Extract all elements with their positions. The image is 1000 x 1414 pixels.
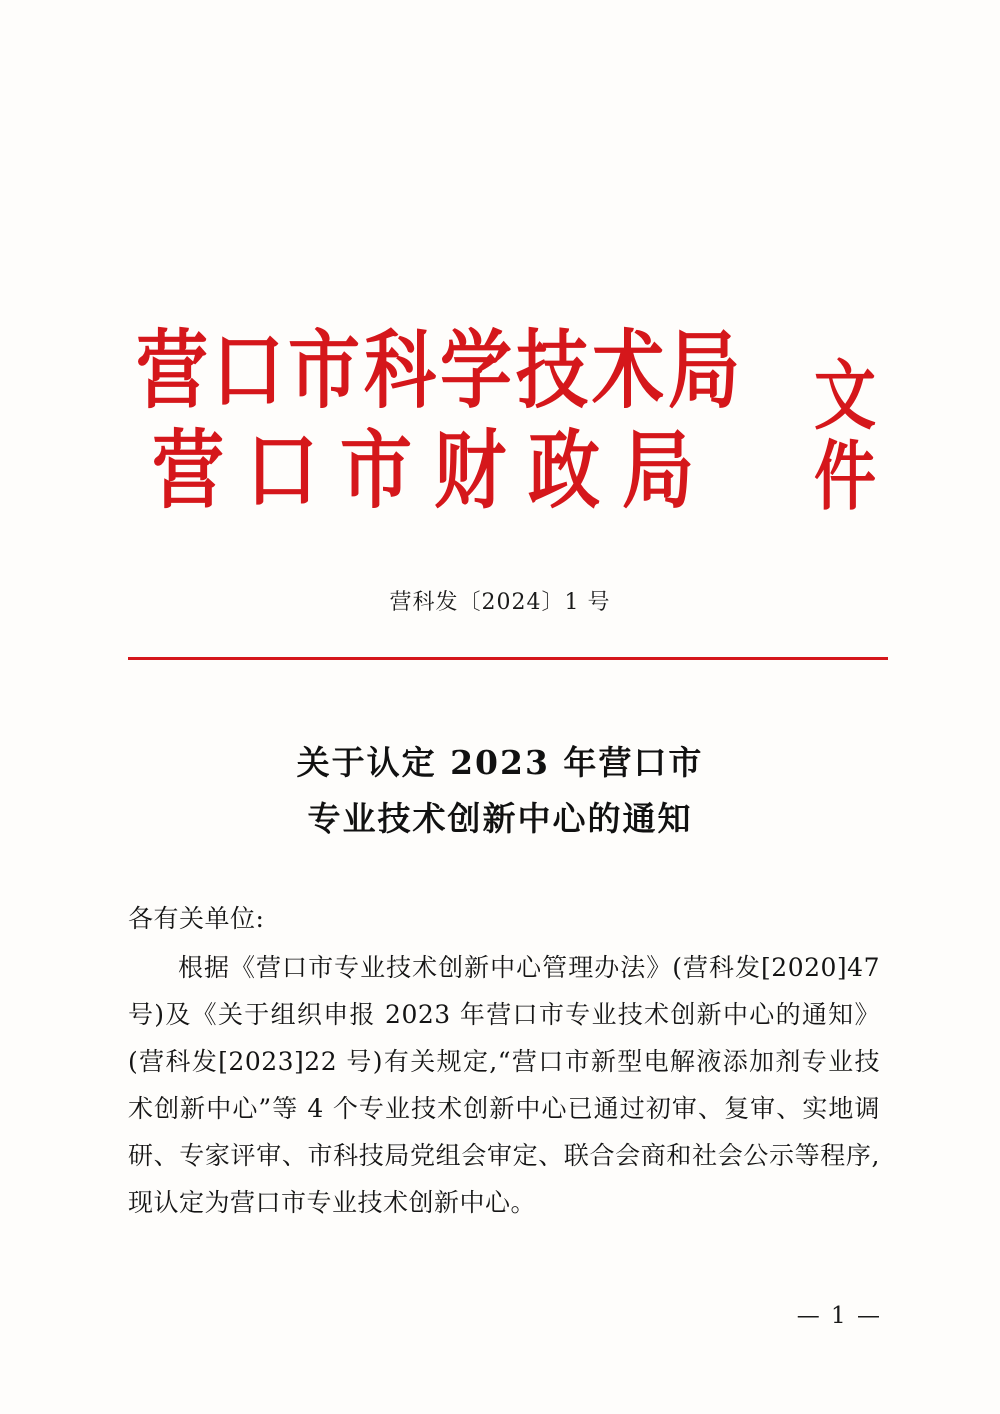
letterhead-line-2: 营口市财政局 xyxy=(151,420,716,521)
body-paragraph-1: 根据《营口市专业技术创新中心管理办法》(营科发[2020]47 号)及《关于组织申报 2023 年营口市专业技术创新中心的通知》(营科发[2023]22 号)有关规定,“营口市新型电解液添加剂专业技术创新中心”等 4 个专业技术创新中心已通过初审、复审、实地调研、专家评审、市科技局党组会审定、联合会商和社会公示等程序,现认定为营口市专业技术创新中心。 xyxy=(128,953,880,1217)
document-title xyxy=(0,735,1000,847)
letterhead-line-1: 营口市科学技术局 xyxy=(135,320,744,421)
letterhead-document-word: 文件 xyxy=(813,351,878,521)
document-title-line-2: 专业技术创新中心的通知 xyxy=(307,799,693,838)
body-salutation: 各有关单位: xyxy=(128,904,265,933)
red-divider-rule xyxy=(128,657,888,660)
document-number: 营科发〔2024〕1 号 xyxy=(389,590,611,615)
document-title-line-1: 关于认定 2023 年营口市 xyxy=(296,743,704,782)
footer-page-number: — 1 — xyxy=(796,1303,882,1329)
document-body xyxy=(128,895,880,1226)
letterhead xyxy=(0,320,1000,521)
